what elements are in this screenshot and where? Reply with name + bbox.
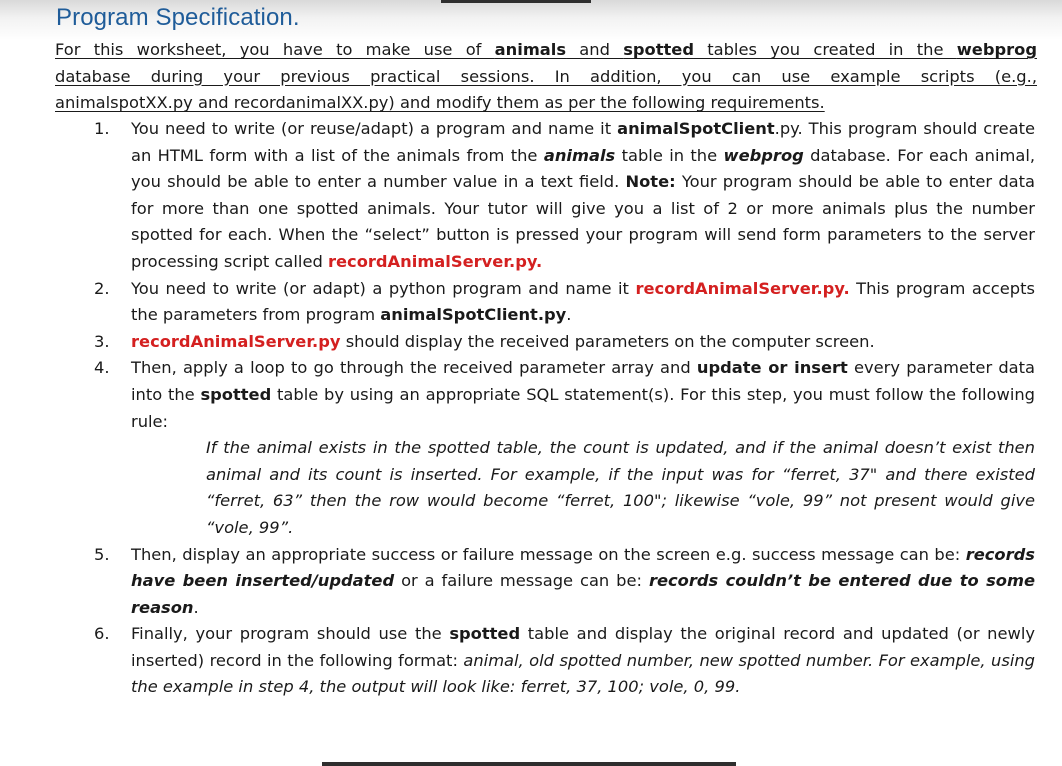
list-item (94, 276, 1035, 329)
step-text: This program accepts the parameters from program (131, 278, 1035, 325)
step-text: database. For each animal, you should be able to enter a number value in a text field. (131, 145, 1036, 192)
client-program-name: animalSpotClient (617, 119, 775, 138)
update-rule-text: If the animal exists in the spotted table, the count is updated, and if the animal doesn’t exist then animal and its count is inserted. For example, if the input was for “ferret, 37" and there existed “ferret, 63” then the row would become “ferret, 100"; likewise “vole, 99” not present would give “vole, 99”. (206, 438, 1035, 537)
list-number: 3. (94, 331, 110, 351)
list-item (94, 355, 1035, 541)
server-script-name: recordAnimalServer.py. (327, 251, 543, 271)
list-number: 4. (94, 358, 110, 378)
step-text: . (566, 305, 572, 325)
intro-paragraph (55, 37, 1037, 117)
database-name: webprog (723, 145, 804, 165)
server-script-name: recordAnimalServer.py (131, 331, 341, 351)
step-text: table by using an appropriate SQL statement(s). For this step, you must follow the following rule: (131, 384, 1035, 431)
step-text: Your program should be able to enter data for more than one spotted animals. Your tutor will give you a list of 2 or more animals plus the number spotted for each. When the “select” button is pressed your program will send form parameters to the server processing script called (131, 172, 1035, 271)
update-or-insert-term: update or insert (696, 358, 848, 378)
list-number: 5. (94, 544, 110, 564)
list-item (94, 329, 1035, 356)
note-label: Note: (625, 172, 676, 192)
client-program-name: animalSpotClient.py (380, 305, 567, 325)
intro-term-animals: animals (494, 40, 567, 59)
list-item (94, 116, 1035, 276)
step-text: table in the (615, 145, 724, 165)
intro-line-3: animalspotXX.py and recordanimalXX.py) and modify them as per the following requirements. (55, 93, 825, 112)
page-title: Program Specification. (56, 4, 300, 31)
server-script-name: recordAnimalServer.py. (635, 278, 850, 298)
bottom-edge-bar (322, 762, 736, 766)
intro-line-1 (55, 37, 1037, 64)
animals-table-name: animals (543, 145, 616, 165)
spotted-table-name: spotted (200, 384, 272, 404)
step-text: You need to write (or reuse/adapt) a program and name it (131, 119, 618, 138)
intro-line-2: database during your previous practical sessions. In addition, you can use example scripts (e.g., (55, 66, 1037, 86)
step-text: Then, display an appropriate success or failure message on the screen e.g. success message can be: (131, 544, 966, 564)
failure-message: records couldn’t be entered due to some reason (131, 571, 1035, 617)
list-item (94, 621, 1035, 701)
spotted-table-name: spotted (449, 624, 521, 644)
step-text: Then, apply a loop to go through the received parameter array and (131, 358, 697, 378)
intro-text: For this worksheet, you have to make use of (55, 40, 495, 59)
step-text: should display the received parameters on the computer screen. (340, 331, 875, 351)
step-text: Finally, your program should use the (131, 624, 450, 644)
list-item (94, 542, 1035, 622)
output-format-text: animal, old spotted number, new spotted number. For example, using the example in step 4, the output will look like: ferret, 37, 100; vole, 0, 99. (131, 650, 1035, 697)
top-edge-bar (441, 0, 591, 3)
requirements-list (94, 116, 1035, 701)
step-text: .py. This program should create an HTML form with a list of the animals from the (131, 119, 1035, 165)
step-text: or a failure message can be: (394, 571, 649, 591)
intro-term-spotted: spotted (623, 40, 694, 59)
intro-text: tables you created in the (693, 40, 957, 59)
success-message: records have been inserted/updated (131, 544, 1035, 591)
list-number: 2. (94, 278, 110, 298)
step-text: . (193, 597, 199, 617)
step-text: table and display the original record and updated (or newly inserted) record in the following format: (131, 624, 1035, 670)
list-number: 6. (94, 624, 110, 644)
intro-term-webprog: webprog (956, 40, 1037, 59)
intro-text: and (566, 40, 624, 59)
step-text: You need to write (or adapt) a python program and name it (131, 278, 636, 298)
list-number: 1. (94, 119, 110, 138)
step-text: every parameter data into the (131, 358, 1035, 404)
